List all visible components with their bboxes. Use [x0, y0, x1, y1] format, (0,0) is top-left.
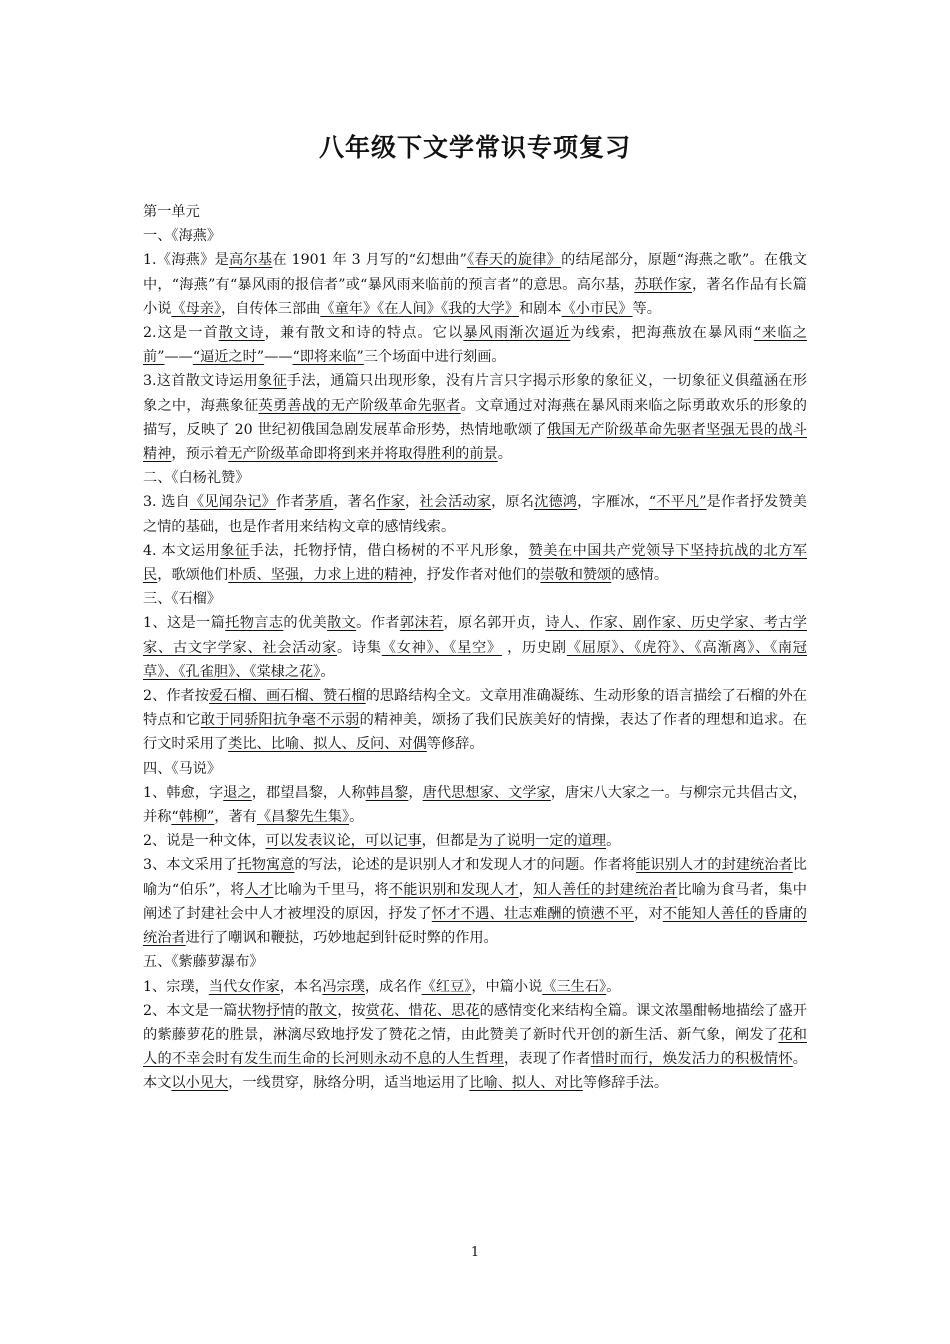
underlined-key-term: 社会活动家 — [419, 494, 492, 511]
text-run: ，歌颂他们 — [157, 567, 229, 584]
section-paragraph — [143, 321, 807, 369]
text-run: 1、宗璞， — [143, 978, 209, 995]
text-run: ，历史剧 — [501, 639, 567, 656]
document-body — [143, 200, 807, 1096]
underlined-key-term: 不能知人善任的昏庸的统治者 — [143, 905, 807, 947]
page-number: 1 — [470, 1245, 480, 1260]
text-run: 进行了嘲讽和鞭挞，巧妙地起到针砭时弊的作用。 — [185, 930, 498, 947]
text-run: 。 — [606, 978, 621, 995]
section-paragraph — [143, 539, 807, 587]
underlined-key-term: 《童年》《在人间》《我的大学》 — [320, 300, 519, 317]
section-paragraph — [143, 611, 807, 684]
text-run: 。本文 — [143, 1051, 807, 1092]
underlined-key-term: 当代女作家 — [208, 978, 280, 995]
underlined-key-term: 比喻、拟人、对比 — [469, 1075, 583, 1092]
underlined-key-term: 崇敬和赞颂 — [540, 567, 612, 584]
section-paragraph — [143, 829, 807, 853]
text-run: —— — [164, 349, 193, 366]
text-run: 3.这首散文诗运用 — [143, 373, 258, 390]
section-paragraph — [143, 684, 807, 757]
underlined-key-term: 高尔基 — [229, 252, 273, 269]
text-run: 等修辞手法。 — [582, 1075, 669, 1092]
text-run: 1、这是一篇 — [143, 615, 226, 632]
text-run: ，原名 — [491, 494, 535, 511]
underlined-key-term: 敢于同骄阳抗争毫不示弱 — [200, 712, 360, 729]
underlined-key-term: 为了说明一定的道理 — [478, 833, 607, 850]
text-run: ，一线贯穿，脉络分明，适当地运用了 — [228, 1075, 470, 1092]
underlined-key-term: 退之 — [223, 784, 252, 801]
text-run: 2、说是一种文体， — [143, 833, 266, 850]
underlined-key-term: 《屈原》、《虎符》、《高渐离》、《南冠草》、《孔雀胆》、《棠棣之花》 — [143, 639, 807, 680]
underlined-key-term: “韩柳” — [171, 809, 215, 826]
underlined-key-term: 朴质、坚强，力求上进的精神 — [228, 567, 413, 584]
section-heading: 三、《石榴》 — [143, 591, 222, 608]
text-run: ， — [518, 881, 534, 898]
text-run: 。 — [349, 809, 364, 826]
underlined-key-term: 散文 — [327, 615, 357, 632]
text-run: 比喻为食马者，集中阐述了封建社会中人才被埋没的原因，抒发了 — [143, 881, 807, 922]
underlined-key-term: 《春天的旋律》 — [466, 252, 562, 269]
text-run: 等。 — [632, 300, 661, 317]
underlined-key-term: 象征 — [220, 542, 250, 559]
underlined-key-term: 韩昌黎 — [365, 784, 409, 801]
section-heading: 五、《紫藤萝瀑布》 — [143, 954, 264, 971]
underlined-key-term: 无产阶级革命即将到来并将取得胜利的前景 — [228, 446, 498, 463]
underlined-key-term: 状物抒情 — [237, 1002, 295, 1019]
text-run: 比喻为千里马，将 — [273, 881, 389, 898]
text-run: 3. 选自 — [143, 494, 190, 511]
text-run: 。 — [497, 446, 512, 463]
underlined-key-term: 唐代思想家、文学家 — [422, 784, 551, 801]
underlined-key-term: 不能识别和发现人才 — [388, 881, 519, 898]
section-paragraph — [143, 248, 807, 321]
text-run: 1.《海燕》是 — [143, 252, 230, 269]
underlined-key-term: 散文 — [308, 1002, 338, 1019]
underlined-key-term: 《小市民》 — [561, 300, 633, 317]
text-run: ， — [408, 784, 423, 801]
text-run: 为线索，把海燕放在暴风雨 — [570, 325, 754, 342]
text-run: 的思路结构全文。文章用准确凝练、生动形象的语言描绘了石榴的外在特点和它 — [143, 688, 807, 729]
text-run: 。文章通过对海燕在暴风雨来临之际勇敢欢乐的形象的描写，反映了 20 世纪初俄国急剧发展革命形势，热情地歌颂了 — [143, 397, 807, 438]
text-run: 的写法，论述的是识别人才和发现人才的问题。作者将 — [294, 857, 637, 874]
underlined-key-term: 以小见大 — [171, 1075, 229, 1092]
underlined-key-term: 赏花、惜花、思花 — [365, 1002, 480, 1019]
underlined-key-term: 冯宗璞 — [322, 978, 365, 995]
text-run: 。 — [606, 833, 621, 850]
text-run: 作者 — [275, 494, 305, 511]
text-run: ，成名作 — [364, 978, 422, 995]
text-run: 2、本文是一篇 — [143, 1002, 238, 1019]
underlined-key-term: 暴风雨渐次逼近 — [463, 325, 571, 342]
section-heading: 一、《海燕》 — [143, 228, 222, 245]
underlined-key-term: 俄国无产阶级革命先驱者坚强无畏的战斗精神 — [143, 421, 807, 463]
underlined-key-term: 《红豆》 — [421, 978, 472, 995]
underlined-key-term: 人才 — [244, 881, 274, 898]
text-run: 的感情。 — [611, 567, 669, 584]
underlined-key-term: 苏联作家 — [634, 276, 692, 293]
text-run: 。 — [320, 663, 335, 680]
underlined-key-term: 可以发表议论，可以记事 — [265, 833, 422, 850]
underlined-key-term: 诗人、作家、剧作家、历史学家、考古学家、古文字学家、社会活动家 — [143, 615, 807, 656]
underlined-key-term: “不平凡” — [648, 494, 707, 511]
text-run: ，表现了作者 — [503, 1051, 591, 1068]
underlined-key-term: 象征 — [257, 373, 287, 390]
text-run: 手法，通篇只出现形象，没有片言只字揭示形象的象征义，一切象征义俱蕴涵在形象之中，海燕象征 — [143, 373, 807, 414]
text-run: 三个场面中进行刻画。 — [363, 349, 506, 366]
text-run: 比喻为“伯乐”，将 — [143, 857, 807, 898]
text-run: ，著名作品有长篇小说 — [143, 276, 807, 317]
text-run: ，自传体三部曲 — [221, 300, 321, 317]
text-run: ，但都是 — [421, 833, 479, 850]
text-run: ， — [405, 494, 420, 511]
section-paragraph — [143, 999, 807, 1096]
text-run: ，兼有散文和诗的特点。它以 — [264, 325, 464, 342]
text-run: 的优美 — [283, 615, 328, 632]
text-run: 等修辞。 — [426, 736, 484, 753]
section-paragraph — [143, 975, 807, 999]
underlined-key-term: 《三生石》 — [542, 978, 607, 995]
underlined-key-term: 《昌黎先生集》 — [256, 809, 350, 826]
text-run: ，抒发作者对他们的 — [412, 567, 541, 584]
underlined-key-term: 惜时而行，焕发活力的积极情怀 — [590, 1051, 793, 1068]
sections-container — [143, 224, 807, 1095]
text-run: ，中篇小说 — [471, 978, 543, 995]
underlined-key-term: 赞美在中国共产党领导下坚持抗战的北方军民 — [143, 542, 807, 584]
text-run: ，著有 — [214, 809, 257, 826]
underlined-key-term: 英勇善战的无产阶级革命先驱者 — [258, 397, 461, 414]
text-run: 4. 本文运用 — [143, 542, 221, 559]
text-run: 3、本文采用了 — [143, 857, 238, 874]
section-heading: 四、《马说》 — [143, 760, 222, 777]
underlined-key-term: “逼近之时” — [192, 349, 265, 366]
underlined-key-term: “来临之前” — [143, 325, 807, 366]
underlined-key-term: 散文诗 — [218, 325, 265, 342]
underlined-key-term: 沈德鸿 — [534, 494, 578, 511]
text-run: 1、韩愈，字 — [143, 784, 224, 801]
underlined-key-term: 托物寓意 — [237, 857, 295, 874]
underlined-key-term: 知人善任的封建统治者 — [533, 881, 678, 898]
text-run: 2.这是一首 — [143, 325, 219, 342]
text-run: ，按 — [337, 1002, 366, 1019]
underlined-key-term: 爱石榴、画石榴、赞石榴 — [209, 688, 366, 705]
underlined-key-term: 类比、比喻、拟人、反问、对偶 — [228, 736, 427, 753]
text-run: 在 1901 年 3 月写的“幻想曲” — [272, 252, 467, 269]
text-run: 的精神美，颂扬了我们民族美好的情操，表达了作者的理想和追求。在行文时采用了 — [143, 712, 807, 753]
underlined-key-term: 能识别人才的封建统治者 — [636, 857, 793, 874]
underlined-key-term: 托物言志 — [225, 615, 284, 632]
underlined-key-term: 茅盾 — [304, 494, 334, 511]
text-run: 的感情变化来结构全篇。课文浓墨酣畅地描绘了盛开的紫藤萝花的胜景，淋漓尽致地抒发了赞花之情，由此赞美了新时代开创的新生活、新气象，阐发了 — [143, 1002, 807, 1043]
text-run: ，原名郭开贞， — [443, 615, 546, 632]
text-run: 手法，托物抒情，借白杨树的不平凡形象， — [249, 542, 529, 559]
section-paragraph — [143, 369, 807, 466]
text-run: 。诗集 — [336, 639, 382, 656]
text-run: 2、作者按 — [143, 688, 210, 705]
text-run: 的 — [294, 1002, 309, 1019]
text-run: 和剧本 — [519, 300, 562, 317]
unit-heading: 第一单元 — [143, 204, 200, 220]
underlined-key-term: 怀才不遇、壮志难酬的愤懑不平 — [431, 905, 634, 922]
text-run: —— — [264, 349, 293, 366]
underlined-key-term: 《见闻杂记》 — [189, 494, 276, 511]
underlined-key-term: 花和人的不幸会时有发生而生命的长河则永动不息的人生哲理 — [143, 1026, 807, 1068]
text-run: ，字雁冰， — [577, 494, 649, 511]
text-run: ，著名 — [333, 494, 377, 511]
section-heading: 二、《白杨礼赞》 — [143, 470, 250, 487]
underlined-key-term: 作家 — [376, 494, 406, 511]
text-run: ，对 — [633, 905, 663, 922]
section-paragraph — [143, 781, 807, 829]
underlined-key-term: 《母亲》 — [171, 300, 222, 317]
text-run: 是作者抒发赞美之情的基础，也是作者用来结构文章的感情线索。 — [143, 494, 807, 535]
text-run: 的结尾部分，原题“海燕之歌”。在俄文中，“海燕”有“暴风雨的报信者”或“暴风雨来临前的预言者”的意思。高尔基， — [143, 252, 807, 293]
section-paragraph — [143, 490, 807, 538]
section-paragraph — [143, 853, 807, 950]
document-title: 八年级下文学常识专项复习 — [318, 133, 631, 162]
underlined-key-term: 《女神》、《星空》 — [381, 639, 502, 656]
underlined-key-term: 郭沫若 — [399, 615, 444, 632]
text-run: ，预示着 — [171, 446, 229, 463]
text-run: ，本名 — [279, 978, 323, 995]
text-run: 。作者 — [356, 615, 400, 632]
text-run: ，郡望昌黎，人称 — [251, 784, 366, 801]
underlined-key-term: “即将来临” — [292, 349, 364, 366]
text-run: ，唐宋八大家之一。与柳宗元共倡古文，并称 — [143, 784, 807, 826]
